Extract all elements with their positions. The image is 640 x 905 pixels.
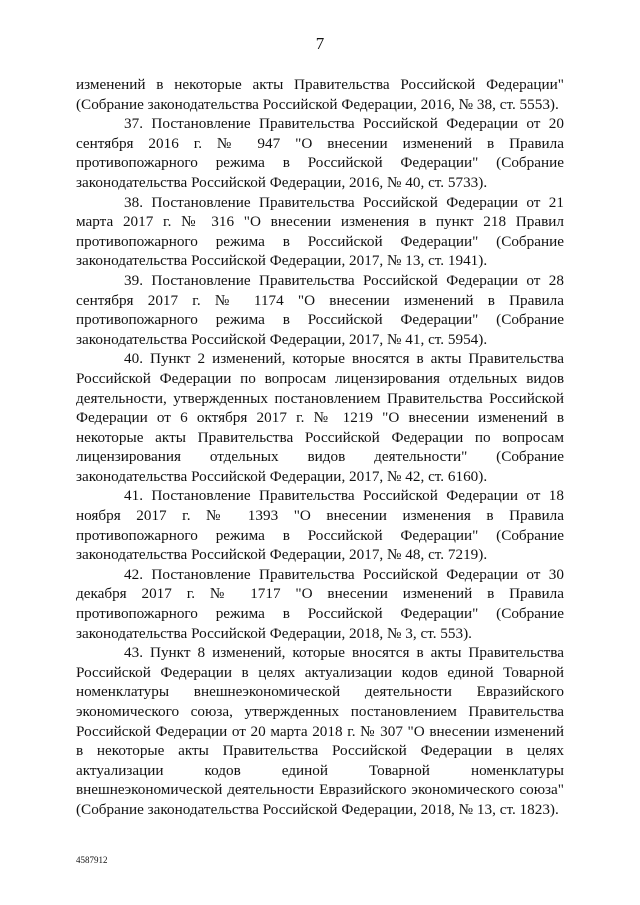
paragraph-item-41: 41. Постановление Правительства Российской Федерации от 18 ноября 2017 г. № 1393 "О внесении изменения в Правила противопожарного режима в Российской Федерации" (Собрание законодательства Российской Федерации, 2017, № 48, ст. 7219). [76,487,564,564]
paragraph-item-42: 42. Постановление Правительства Российской Федерации от 30 декабря 2017 г. № 1717 "О внесении изменений в Правила противопожарного режима в Российской Федерации" (Собрание законодательства Российской Федерации, 2018, № 3, ст. 553). [76,565,564,642]
paragraph-item-39: 39. Постановление Правительства Российской Федерации от 28 сентября 2017 г. № 1174 "О внесении изменений в Правила противопожарного режима в Российской Федерации" (Собрание законодательства Российской Федерации, 2017, № 41, ст. 5954). [76,271,564,348]
paragraph-item-40: 40. Пункт 2 изменений, которые вносятся в акты Правительства Российской Федерации по вопросам лицензирования отдельных видов деятельности, утвержденных постановлением Правительства Российской Федерации от 6 октября 2017 г. № 1219 "О внесении изменений в некоторые акты Правительства Российской Федерации по вопросам лицензирования отдельных видов деятельности" (Собрание законодательства Российской Федерации, 2017, № 42, ст. 6160). [76,350,564,485]
paragraph-item-37: 37. Постановление Правительства Российской Федерации от 20 сентября 2016 г. № 947 "О внесении изменений в Правила противопожарного режима в Российской Федерации" (Собрание законодательства Российской Федерации, 2016, № 40, ст. 5733). [76,115,564,191]
paragraph-item-38: 38. Постановление Правительства Российской Федерации от 21 марта 2017 г. № 316 "О внесении изменения в пункт 218 Правил противопожарного режима в Российской Федерации" (Собрание законодательства Российской Федерации, 2017, № 13, ст. 1941). [76,193,564,270]
document-body [76,75,564,820]
page-number: 7 [315,34,325,53]
document-id: 4587912 [76,855,108,865]
paragraph-item-43: 43. Пункт 8 изменений, которые вносятся в акты Правительства Российской Федерации в целях актуализации кодов единой Товарной номенклатуры внешнеэкономической деятельности Евразийского экономического союза, утвержденных постановлением Правительства Российской Федерации от 20 марта 2018 г. № 307 "О внесении изменений в некоторые акты Правительства Российской Федерации в целях актуализации кодов единой Товарной номенклатуры внешнеэкономической деятельности Евразийского экономического союза" (Собрание законодательства Российской Федерации, 2018, № 13, ст. 1823). [76,644,564,818]
paragraph-continuation: изменений в некоторые акты Правительства Российской Федерации" (Собрание законодательства Российской Федерации, 2016, № 38, ст. 5553). [76,76,564,113]
